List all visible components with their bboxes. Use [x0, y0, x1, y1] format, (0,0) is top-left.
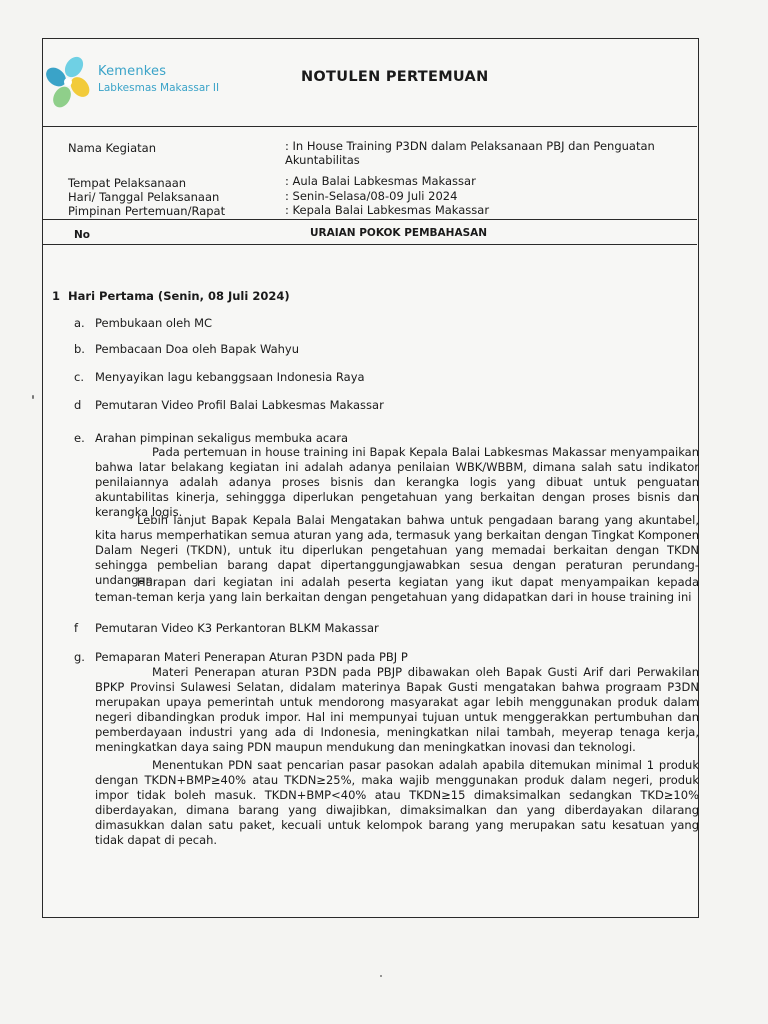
item-letter-c: c. [74, 370, 84, 384]
item-letter-b: b. [74, 342, 85, 356]
section-title: Hari Pertama (Senin, 08 Juli 2024) [68, 289, 290, 303]
item-letter-a: a. [74, 316, 85, 330]
meta-value-chair: : Kepala Balai Labkesmas Makassar [285, 203, 490, 217]
item-text-g: Pemaparan Materi Penerapan Aturan P3DN pada PBJ P [95, 650, 408, 664]
meta-label-activity: Nama Kegiatan [68, 141, 156, 155]
logo-unit-text: Labkesmas Makassar II [98, 82, 220, 94]
section-number: 1 [52, 289, 61, 303]
item-text-f: Pemutaran Video K3 Perkantoran BLKM Makassar [95, 621, 379, 635]
item-text-a: Pembukaan oleh MC [95, 316, 213, 330]
item-text-d: Pemutaran Video Profil Balai Labkesmas Makassar [95, 398, 384, 412]
meta-label-place: Tempat Pelaksanaan [68, 176, 187, 190]
meta-label-chair: Pimpinan Pertemuan/Rapat [68, 204, 226, 218]
item-letter-e: e. [74, 431, 85, 445]
item-text-e: Arahan pimpinan sekaligus membuka acara [95, 431, 349, 445]
section-heading [52, 289, 290, 303]
column-header-no: No [74, 229, 91, 241]
column-header-uraian: URAIAN POKOK PEMBAHASAN [310, 227, 488, 239]
item-letter-f: f [74, 621, 79, 635]
scan-speck [32, 395, 34, 399]
table-header-divider [43, 244, 697, 245]
paragraph-e-1: Pada pertemuan in house training ini Bapak Kepala Balai Labkesmas Makassar menyampaikan bahwa latar belakang kegiatan ini adalah adanya penilaian WBK/WBBM, dimana salah satu indikator penilaiannya adalah adanya proses bisnis dan kerangka logis yang dibuat untuk penguatan akuntabilitas kinerja, sehinggga diperlukan pengetahuan yang berkaitan dengan proses bisnis dan kerangka logis. [95, 445, 699, 519]
logo-brand-text: Kemenkes [98, 64, 167, 79]
header-divider [43, 126, 697, 127]
kemenkes-logo-icon [44, 55, 92, 109]
scan-speck [380, 975, 382, 977]
meta-value-date: : Senin-Selasa/08-09 Juli 2024 [285, 189, 458, 203]
meta-value-place: : Aula Balai Labkesmas Makassar [285, 174, 476, 188]
item-letter-d: d [74, 398, 82, 412]
item-text-c: Menyayikan lagu kebanggsaan Indonesia Raya [95, 370, 365, 384]
meta-value-activity: : In House Training P3DN dalam Pelaksanaan PBJ dan Penguatan Akuntabilitas [285, 139, 655, 167]
document-title: NOTULEN PERTEMUAN [301, 69, 489, 85]
item-text-b: Pembacaan Doa oleh Bapak Wahyu [95, 342, 300, 356]
paragraph-g-2: Menentukan PDN saat pencarian pasar pasokan adalah apabila ditemukan minimal 1 produk dengan TKDN+BMP≥40% atau TKDN≥25%, maka wajib menggunakan produk dalam negeri, produk impor tidak boleh masuk. TKDN+BMP<40% atau TKDN≥15 dimaksimalkan sedangkan TKD≥10% diberdayakan, dimana barang yang diwajibkan, dimaksimalkan dan yang diberdayakan dilarang dimasukkan dalan satu paket, kecuali untuk kelompok barang yang merupakan satu kesatuan yang tidak dapat di pecah. [95, 758, 699, 847]
paragraph-e-3: Harapan dari kegiatan ini adalah peserta kegiatan yang ikut dapat menyampaikan kepada teman-teman kerja yang lain berkaitan dengan pengetahuan yang didapatkan dari in house training ini [95, 575, 699, 604]
item-letter-g: g. [74, 650, 85, 664]
paragraph-g-1: Materi Penerapan aturan P3DN pada PBJP dibawakan oleh Bapak Gusti Arif dari Perwakilan BPKP Provinsi Sulawesi Selatan, didalam materinya Bapak Gusti mengatakan bahwa prograam P3DN merupakan upaya pemerintah untuk mendorong masyarakat agar lebih menggunakan produk dalam negeri dibandingkan produk impor. Hal ini mempunyai tujuan untuk menggerakkan pertumbuhan dan pemberdayaan industri yang ada di Indonesia, meningkatkan nilai tambah, meyerap tenaga kerja, meningkatkan daya saing PDN maupun mendukung dan meningkatkan inovasi dan teknologi. [95, 665, 699, 754]
meta-divider [43, 219, 697, 220]
paragraph-e-2: Lebih lanjut Bapak Kepala Balai Mengatakan bahwa untuk pengadaan barang yang akuntabel, kita harus memperhatikan semua aturan yang ada, termasuk yang berkaitan dengan Tingkat Komponen Dalam Negeri (TKDN), untuk itu diperlukan pengetahuan yang memadai berkaitan dengan TKDN sehingga pembelian barang dapat dipertanggungjawabkan sesua dengan peraturan perundang-undangan. [95, 513, 699, 587]
meta-label-date: Hari/ Tanggal Pelaksanaan [68, 190, 220, 204]
